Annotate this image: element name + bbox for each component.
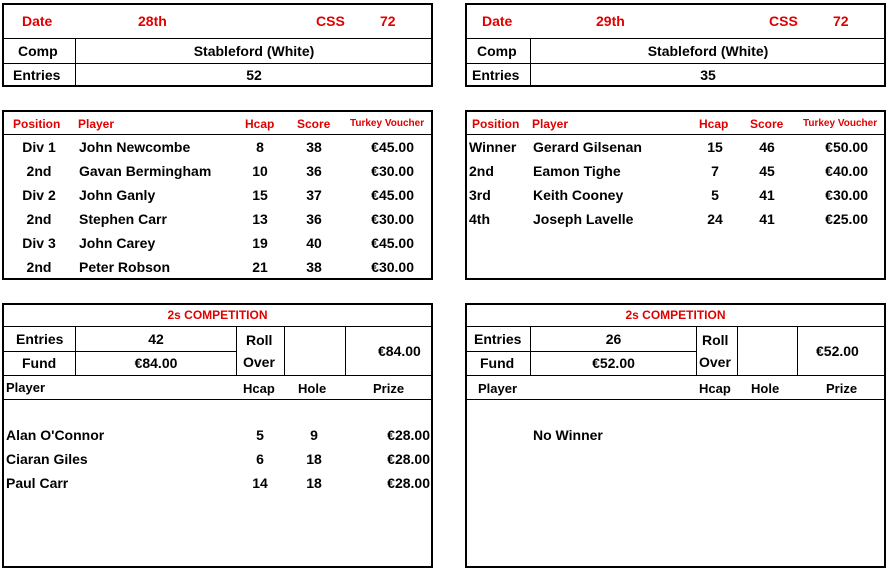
result-player: Peter Robson [79, 259, 171, 275]
left-entries-label: Entries [13, 67, 61, 83]
left-twos-title: 2s COMPETITION [167, 308, 268, 322]
right-twos-entries-label: Entries [474, 331, 522, 347]
left-comp-label: Comp [18, 43, 58, 59]
result-hcap: 13 [252, 211, 268, 227]
result-voucher: €25.00 [825, 211, 868, 227]
right-date-value: 29th [596, 13, 625, 29]
right-col-score: Score [750, 117, 784, 131]
right-twos-title: 2s COMPETITION [625, 308, 726, 322]
right-col-hcap: Hcap [699, 117, 729, 131]
right-twos-fund-label: Fund [480, 355, 515, 371]
twos-prize: €28.00 [387, 427, 430, 443]
result-position: Winner [469, 139, 517, 155]
left-twos-fund-value: €84.00 [134, 355, 178, 371]
right-twos-col-prize: Prize [826, 381, 858, 396]
twos-hcap: 5 [256, 427, 264, 443]
right-twos-over-label: Over [699, 354, 731, 370]
result-hcap: 24 [707, 211, 723, 227]
twos-hcap: 6 [256, 451, 264, 467]
result-score: 41 [759, 211, 775, 227]
result-score: 45 [759, 163, 775, 179]
result-position: Div 1 [22, 139, 56, 155]
right-twos-entries-value: 26 [605, 331, 622, 347]
left-col-position: Position [13, 117, 61, 131]
result-hcap: 8 [256, 139, 264, 155]
result-position: 2nd [26, 163, 52, 179]
result-hcap: 19 [252, 235, 268, 251]
result-voucher: €30.00 [371, 211, 414, 227]
result-voucher: €40.00 [825, 163, 868, 179]
result-hcap: 7 [711, 163, 719, 179]
left-twos-col-hcap: Hcap [243, 381, 275, 396]
right-twos-roll-label: Roll [702, 332, 729, 348]
result-voucher: €50.00 [825, 139, 868, 155]
result-hcap: 10 [252, 163, 268, 179]
result-player: Joseph Lavelle [533, 211, 634, 227]
right-twos-col-hcap: Hcap [699, 381, 731, 396]
result-position: Div 3 [22, 235, 56, 251]
twos-prize: €28.00 [387, 451, 430, 467]
result-voucher: €45.00 [371, 235, 414, 251]
result-hcap: 5 [711, 187, 719, 203]
left-twos-entries-value: 42 [148, 331, 164, 347]
result-voucher: €30.00 [371, 259, 414, 275]
result-player: John Newcombe [79, 139, 191, 155]
left-twos-entries-label: Entries [16, 331, 64, 347]
left-twos-col-prize: Prize [373, 381, 405, 396]
left-col-voucher: Turkey Voucher [350, 118, 425, 129]
left-col-player: Player [78, 117, 115, 131]
left-twos-fund-label: Fund [22, 355, 57, 371]
right-entries-value: 35 [700, 67, 716, 83]
right-entries-label: Entries [472, 67, 520, 83]
result-player: Gerard Gilsenan [533, 139, 642, 155]
twos-hole: 18 [306, 451, 322, 467]
left-css-value: 72 [380, 13, 396, 29]
result-score: 40 [306, 235, 322, 251]
result-hcap: 15 [707, 139, 723, 155]
left-col-score: Score [297, 117, 331, 131]
left-twos-total: €84.00 [378, 343, 421, 359]
twos-hole: 9 [310, 427, 318, 443]
result-score: 46 [759, 139, 775, 155]
left-twos-col-player: Player [6, 380, 46, 395]
result-score: 36 [306, 211, 322, 227]
result-player: Gavan Bermingham [79, 163, 212, 179]
left-twos-over-label: Over [243, 354, 275, 370]
result-position: 4th [469, 211, 490, 227]
left-col-hcap: Hcap [245, 117, 275, 131]
result-score: 37 [306, 187, 322, 203]
left-twos-roll-label: Roll [246, 332, 273, 348]
right-col-player: Player [532, 117, 569, 131]
twos-player: Ciaran Giles [6, 451, 88, 467]
result-score: 38 [306, 259, 322, 275]
result-player: Stephen Carr [79, 211, 167, 227]
twos-player: Paul Carr [6, 475, 69, 491]
right-comp-label: Comp [477, 43, 517, 59]
result-position: 2nd [469, 163, 494, 179]
left-date-label: Date [22, 13, 53, 29]
twos-hole: 18 [306, 475, 322, 491]
result-score: 38 [306, 139, 322, 155]
left-css-label: CSS [316, 13, 345, 29]
result-voucher: €45.00 [371, 139, 414, 155]
result-player: Eamon Tighe [533, 163, 621, 179]
twos-prize: €28.00 [387, 475, 430, 491]
right-twos-no-winner: No Winner [533, 427, 603, 443]
result-voucher: €30.00 [371, 163, 414, 179]
result-player: John Carey [79, 235, 156, 251]
right-css-value: 72 [833, 13, 849, 29]
result-player: Keith Cooney [533, 187, 624, 203]
right-comp-value: Stableford (White) [647, 43, 769, 59]
twos-player: Alan O'Connor [6, 427, 105, 443]
result-position: 2nd [26, 259, 52, 275]
result-player: John Ganly [79, 187, 156, 203]
result-score: 41 [759, 187, 775, 203]
result-position: 3rd [469, 187, 491, 203]
result-hcap: 21 [252, 259, 268, 275]
result-position: 2nd [26, 211, 52, 227]
result-voucher: €45.00 [371, 187, 414, 203]
right-col-voucher: Turkey Voucher [803, 118, 878, 129]
right-css-label: CSS [769, 13, 798, 29]
result-position: Div 2 [22, 187, 56, 203]
left-entries-value: 52 [246, 67, 262, 83]
result-hcap: 15 [252, 187, 268, 203]
result-voucher: €30.00 [825, 187, 868, 203]
right-twos-total: €52.00 [816, 343, 859, 359]
left-twos-col-hole: Hole [298, 381, 327, 396]
right-twos-col-player: Player [478, 381, 518, 396]
right-twos-fund-value: €52.00 [592, 355, 635, 371]
right-col-position: Position [472, 117, 520, 131]
left-date-value: 28th [138, 13, 167, 29]
left-comp-value: Stableford (White) [193, 43, 315, 59]
right-twos-col-hole: Hole [751, 381, 780, 396]
right-date-label: Date [482, 13, 513, 29]
twos-hcap: 14 [252, 475, 268, 491]
result-score: 36 [306, 163, 322, 179]
